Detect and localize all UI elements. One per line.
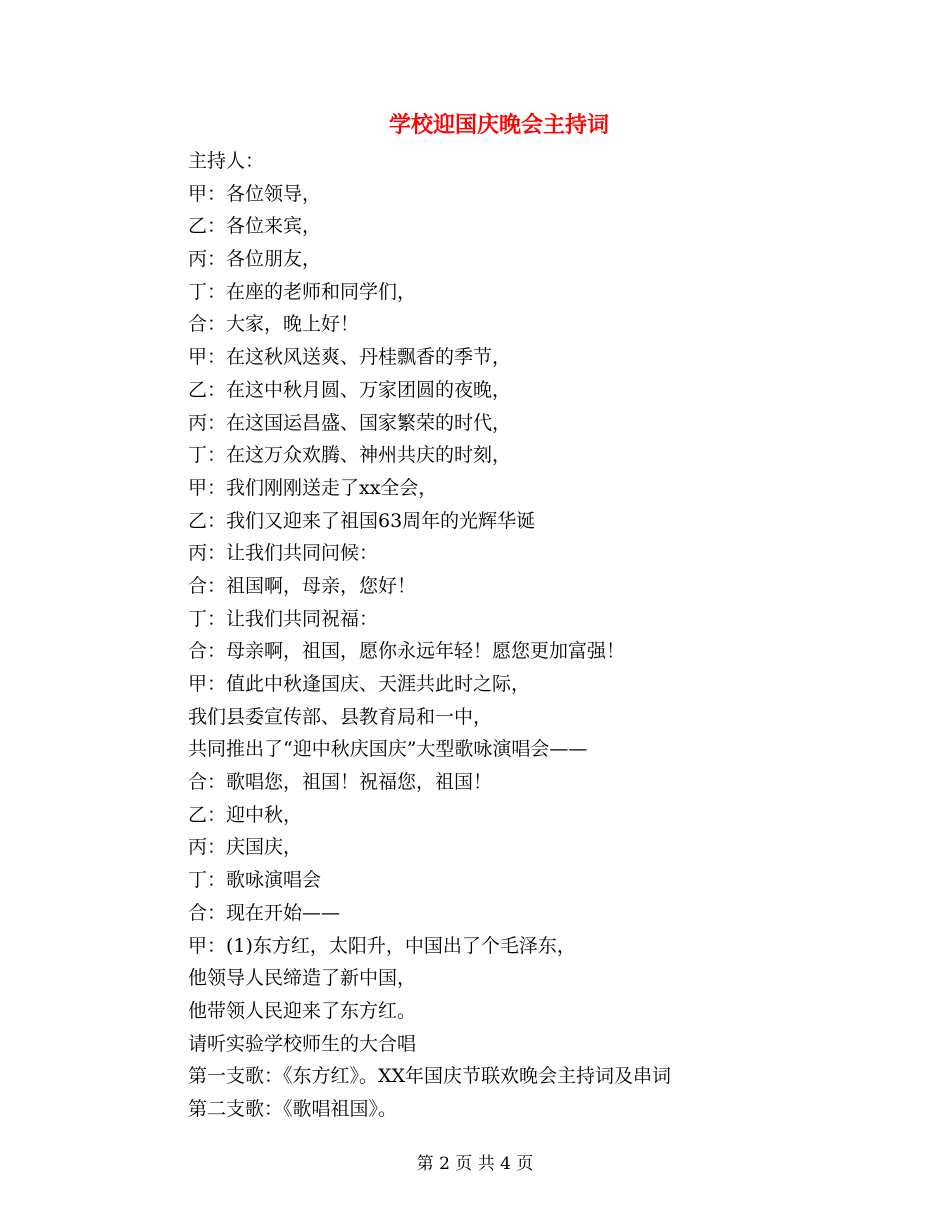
text-line: 乙：迎中秋，: [188, 803, 303, 826]
text-line: 丙：各位朋友，: [188, 248, 322, 271]
text-line: 甲：(1)东方红，太阳升，中国出了个毛泽东，: [188, 934, 576, 957]
text-line: 甲：我们刚刚送走了xx全会，: [188, 476, 438, 499]
text-line: 丁：歌咏演唱会: [188, 869, 322, 892]
text-line: 乙：在这中秋月圆、万家团圆的夜晚，: [188, 378, 512, 401]
text-line: 丁：让我们共同祝福：: [188, 607, 379, 630]
text-line: 乙：各位来宾，: [188, 215, 322, 238]
text-line: 丁：在这万众欢腾、神州共庆的时刻，: [188, 444, 512, 467]
text-line: 合：大家，晚上好！: [188, 313, 360, 336]
text-line: 甲：在这秋风送爽、丹桂飘香的季节，: [188, 346, 512, 369]
text-line: 甲：值此中秋逢国庆、天涯共此时之际，: [188, 673, 531, 695]
text-line: 合：歌唱您，祖国！祝福您，祖国！: [188, 771, 493, 794]
text-line: 合：祖国啊，母亲，您好！: [188, 574, 417, 597]
text-line: 我们县委宣传部、县教育局和一中，: [188, 705, 493, 728]
text-line: 甲：各位领导，: [188, 182, 322, 205]
text-line: 主持人：: [188, 150, 265, 172]
text-line: 丁：在座的老师和同学们，: [188, 280, 417, 303]
text-line: 他领导人民缔造了新中国，: [188, 967, 417, 990]
document-body: [188, 145, 888, 1126]
page-footer: 第 2 页 共 4 页: [416, 1154, 534, 1174]
text-line: 共同推出了“迎中秋庆国庆”大型歌咏演唱会——: [188, 738, 588, 761]
text-line: 请听实验学校师生的大合唱: [188, 1032, 417, 1055]
text-line: 乙：我们又迎来了祖国63周年的光辉华诞: [188, 509, 536, 532]
text-line: 第一支歌：《东方红》。XX年国庆节联欢晚会主持词及串词: [188, 1065, 672, 1088]
text-line: 丙：在这国运昌盛、国家繁荣的时代，: [188, 411, 512, 434]
text-line: 第二支歌：《歌唱祖国》。: [188, 1097, 398, 1120]
text-line: 丙：庆国庆，: [188, 836, 303, 859]
text-line: 他带领人民迎来了东方红。: [188, 999, 417, 1022]
text-line: 合：现在开始——: [188, 901, 341, 924]
text-line: 合：母亲啊，祖国，愿你永远年轻！愿您更加富强！: [188, 640, 626, 663]
page-title: 学校迎国庆晚会主持词: [388, 112, 609, 138]
text-line: 丙：让我们共同问候：: [188, 542, 379, 565]
